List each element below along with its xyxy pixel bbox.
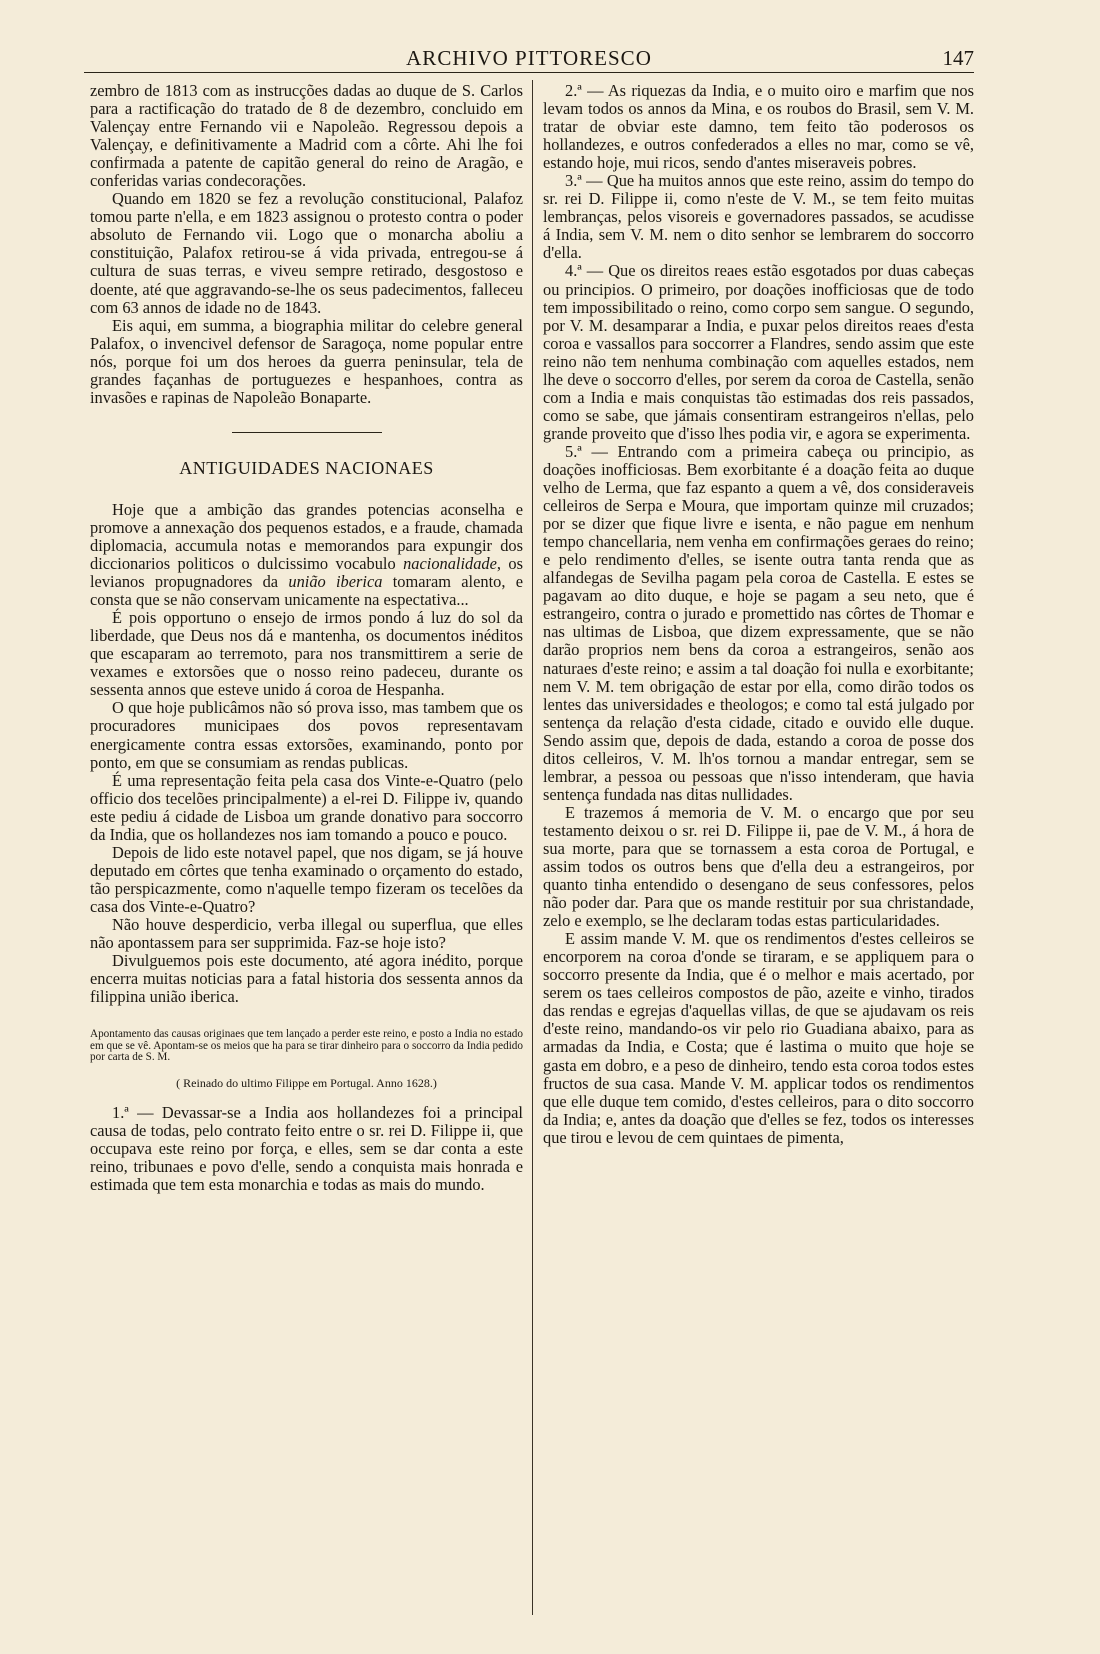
- italic-term: união iberica: [288, 572, 383, 592]
- column-divider: [532, 80, 533, 1615]
- italic-term: nacionalidade: [403, 554, 497, 574]
- document-heading: Apontamento das causas originaes que tem lançado a perder este reino, e posto a India no estado em que se vê. Apontam-se os meios que ha para se tirar dinheiro para o soccorro da India pedido por carta de S. M.: [90, 1028, 523, 1064]
- section-title: ANTIGUIDADES NACIONAES: [179, 457, 434, 478]
- paragraph: Não houve desperdicio, verba illegal ou superflua, que elles não apontassem para ser supprimida. Faz-se hoje isto?: [90, 914, 523, 953]
- reign-note: ( Reinado do ultimo Filippe em Portugal. Anno 1628.): [176, 1075, 437, 1090]
- paragraph: 3.ª — Que ha muitos annos que este reino, assim do tempo do sr. rei D. Filippe ii, como n'este de V. M., se tem feito muitas lembranças, pelos visoreis e governadores passados, se acudisse á India, sem V. M. nem o dito senhor se lembrarem do soccorro d'ella.: [543, 171, 974, 263]
- paragraph: E trazemos á memoria de V. M. o encargo que por seu testamento deixou o sr. rei D. Filippe ii, pae de V. M., á hora de sua morte, para que se tornassem a esta coroa de Portugal, e assim todos os outros bens que d'ella deu a estrangeiros, por quanto tinha entendido o desengano de seus confessores, pelos não poder dar. Para que os mande restituir por sua christandade, zelo e exemplo, se lhe declaram todas estas particularidades.: [543, 802, 974, 931]
- paragraph: Eis aqui, em summa, a biographia militar do celebre general Palafox, o invencivel defensor de Saragoça, nome popular entre nós, porque foi um dos heroes da guerra peninsular, tela de grandes façanhas de portuguezes e hespanhoes, contra as invasões e rapinas de Napoleão Bonaparte.: [90, 315, 523, 407]
- journal-title: ARCHIVO PITTORESCO: [406, 46, 652, 70]
- paragraph: Depois de lido este notavel papel, que nos digam, se já houve deputado em côrtes que tenha examinado o orçamento do estado, tão perspicazmente, como n'aquelle tempo fizeram os tecelões da casa dos Vinte-e-Quatro?: [90, 842, 523, 916]
- text-span: tomaram alento, e consta que se não conservam unicamente na espectativa...: [90, 572, 523, 610]
- paragraph: O que hoje publicâmos não só prova isso, mas tambem que os procuradores municipaes dos povos representavam energicamente contra essas extorsões, examinando, ponto por ponto, em que se consumiam as rendas publicas.: [90, 698, 523, 772]
- text-span: , os levianos propugnadores da: [90, 554, 523, 592]
- section-separator: [232, 432, 382, 433]
- text-span: Hoje que a ambição das grandes potencias aconselha e promove a annexação dos pequenos estados, e a fraude, chamada diplomacia, accumula notas e memorandos para expungir dos diccionarios politicos o dulcissimo vocabulo: [90, 499, 523, 574]
- right-column: [543, 82, 974, 1147]
- paragraph: E assim mande V. M. que os rendimentos d'estes celleiros se encorporem na coroa d'onde se tiraram, e se appliquem para o soccorro presente da India, que é o melhor e mais acertado, por serem os taes celleiros compostos de pão, azeite e vinho, tirados das rendas e egrejas d'aquellas villas, de que se ajudavam os reis d'este reino, mandando-os vir pelo rio Guadiana abaixo, para as armadas da India, e Costa; que é lastima o muito que hoje se gasta em dobro, e a peso de dinheiro, tendo esta coroa todos estes fructos de sua casa. Mande V. M. applicar todos os rendimentos que elle duque tem comido, d'estes celleiros, para o dito soccorro da India; e, antes da doação que d'elles se fez, todos os interesses que tirou e levou de cem quintaes de pimenta,: [543, 929, 974, 1147]
- page-header: [84, 40, 974, 73]
- paragraph: 5.ª — Entrando com a primeira cabeça ou principio, as doações inofficiosas. Bem exorbitante é a doação feita ao duque velho de Lerma, que faz espanto a quem a vê, dos consideraveis celleiros de Serpa e Moura, que importam quinze mil cruzados; por se dizer que fique livre e isenta, e não pague em nenhum tempo chancellaria, nem venha em confirmações geraes do reino; e pelo rendimento d'elles, se isente outra tanta renda que as alfandegas de Sevilha pagam pela coroa de Castella. E estes se pagavam ao dito duque, e hoje se pagam a seu neto, que é estrangeiro, contra o jurado e promettido nas côrtes de Thomar e nas ultimas de Lisboa, que dizem expressamente, que se não darão proprios nem bens da coroa a estrangeiros, senão aos naturaes d'este reino; e assim a tal doação foi nulla e exorbitante; nem V. M. tem obrigação de estar por ella, como dirão todos os lentes das universidades e theologos; e como tal está julgado por sentença da relação d'esta cidade, citado e ouvido elle duque. Sendo assim que, depois de dada, estando a coroa de posse dos ditos celleiros, V. M. lh'os tornou a mandar entregar, sem se lembrar, a pessoa ou pessoas que n'isso intenderam, que havia sentença fundada nas ditas nullidades.: [543, 441, 974, 804]
- page-number: 147: [942, 46, 974, 70]
- paragraph: É uma representação feita pela casa dos Vinte-e-Quatro (pelo officio dos tecelões principalmente) a el-rei D. Filippe iv, quando este pediu á cidade de Lisboa um grande donativo para soccorro da India, que os hollandezes nos iam tomando a pouco e pouco.: [90, 770, 523, 844]
- paragraph: Divulguemos pois este documento, até agora inédito, porque encerra muitas noticias para a fatal historia dos sessenta annos da filippina união iberica.: [90, 951, 523, 1007]
- paragraph: zembro de 1813 com as instrucções dadas ao duque de S. Carlos para a ractificação do tratado de 8 de dezembro, concluido em Valençay entre Fernando vii e Napoleão. Regressou depois a Valençay, e definitivamente a Madrid com a côrte. Ahi lhe foi confirmada a patente de capitão general do reino de Aragão, e conferidas varias condecorações.: [90, 81, 523, 191]
- paragraph: É pois opportuno o ensejo de irmos pondo á luz do sol da liberdade, que Deus nos dá e mantenha, os documentos inéditos que escaparam ao terremoto, para nos transmittirem a serie de vexames e extorsões que o nosso reino padeceu, durante os sessenta annos que esteve unido á coroa de Hespanha.: [90, 608, 523, 700]
- paragraph: 1.ª — Devassar-se a India aos hollandezes foi a principal causa de todas, pelo contrato feito entre o sr. rei D. Filippe ii, que occupava este reino por força, e elles, sem se dar conta a este reino, tribunaes e povo d'elle, sendo a conquista mais honrada e estimada que tem esta monarchia e todas as mais do mundo.: [90, 1102, 523, 1194]
- paragraph: [90, 501, 523, 609]
- paragraph: 2.ª — As riquezas da India, e o muito oiro e marfim que nos levam todos os annos da Mina, e os roubos do Brasil, sem V. M. tratar de obviar este damno, tem feito tão poderosos os hollandezes, e outros confederados a elles no mar, como se vê, estando hoje, mui ricos, sendo d'antes miseraveis pobres.: [543, 81, 974, 173]
- left-column: [90, 82, 523, 1194]
- paragraph: 4.ª — Que os direitos reaes estão esgotados por duas cabeças ou principios. O primeiro, por doações inofficiosas que de todo tem impossibilitado o reino, como corpo sem sangue. O segundo, por V. M. desamparar a India, e puxar pelos direitos reaes d'esta coroa e vassallos para soccorrer a Flandres, sendo assim que este reino não tem nenhuma combinação com aquelles estados, nem lhe deve o soccorro d'elles, por serem da coroa de Castella, senão com a India e mais conquistas tão estimadas dos reis passados, como se sabe, que jámais consentiram estrangeiros n'ellas, pelo grande proveito que d'isso lhes podia vir, e agora se experimenta.: [543, 261, 974, 443]
- paragraph: Quando em 1820 se fez a revolução constitucional, Palafoz tomou parte n'ella, e em 1823 assignou o protesto contra o poder absoluto de Fernando vii. Logo que o monarcha aboliu a constituição, Palafox retirou-se á vida privada, entregou-se á cultura de suas terras, e viveu sempre retirado, desgostoso e doente, até que aggravando-se-lhe os seus padecimentos, falleceu com 63 annos de idade no de 1843.: [90, 189, 523, 317]
